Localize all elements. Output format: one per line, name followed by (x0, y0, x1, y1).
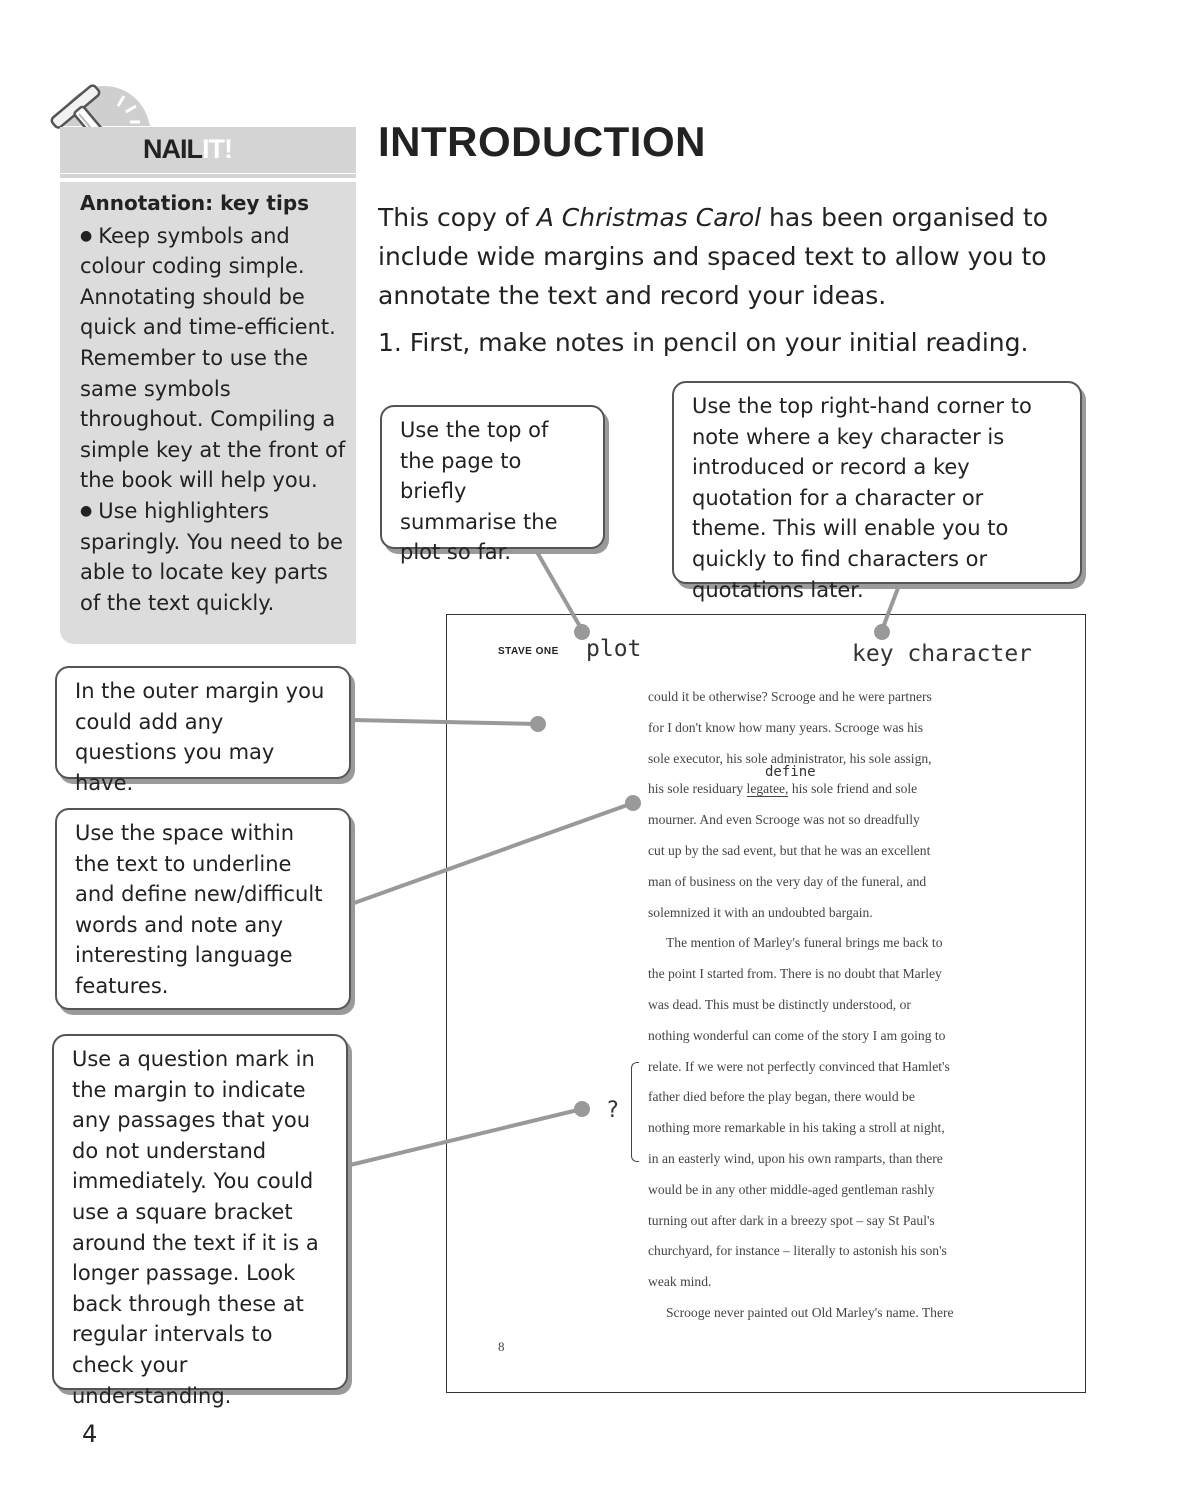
connector-dot-within-text (625, 795, 641, 811)
handwritten-question-mark: ? (606, 1098, 620, 1123)
key-tip-1-text: Keep symbols and colour coding simple. Annotating should be quick and time-efficient. Remember to use the same symbols throughout. Compiling a simple key at the front of the book will help you. (80, 223, 346, 493)
bullet-icon: ● (80, 227, 93, 244)
badge-word-dark: NAIL (143, 134, 202, 164)
body-line: could it be otherwise? Scrooge and he were partners (648, 689, 932, 704)
body-line: was dead. This must be distinctly understood, or (648, 996, 911, 1012)
body-line: for I don't know how many years. Scrooge was his (648, 719, 924, 735)
body-line: Scrooge never painted out Old Marley's name. There (666, 1304, 954, 1320)
body-line: churchyard, for instance – literally to astonish his son's (648, 1243, 947, 1259)
callout-question-mark-text: Use a question mark in the margin to indicate any passages that you do not understand immediately. You could use a square bracket around the text if it is a longer passage. Look back through these at regular intervals to check your understanding. (72, 1047, 319, 1408)
body-line-segment: his sole friend and sole (788, 781, 918, 797)
connector-dot-key-character (874, 624, 890, 640)
body-line: the point I started from. There is no doubt that Marley (648, 966, 942, 982)
callout-top-of-page-text: Use the top of the page to briefly summarise the plot so far. (400, 418, 558, 565)
connector-dot-question (574, 1101, 590, 1117)
body-line: father died before the play began, there would be (648, 1089, 915, 1105)
body-line: man of business on the very day of the funeral, and (648, 873, 927, 889)
stave-label: STAVE ONE (498, 646, 559, 657)
bullet-icon: ● (80, 502, 93, 519)
body-line: solemnized it with an undoubted bargain. (648, 904, 873, 920)
page-title: INTRODUCTION (378, 118, 706, 165)
callout-within-text-text: Use the space within the text to underline and define new/difficult words and note any interesting language features. (75, 821, 323, 998)
badge-word-light: IT! (202, 134, 232, 164)
handwritten-define-note: define (765, 764, 816, 780)
book-title: A Christmas Carol (536, 203, 762, 232)
callout-top-right-text: Use the top right-hand corner to note where a key character is introduced or record a key quotation for a character or theme. This will enable you to quickly to find characters or quotations later. (692, 394, 1032, 602)
footer-page-number: 4 (82, 1420, 98, 1448)
intro-text-before: This copy of (378, 203, 537, 232)
step-one: 1. First, make notes in pencil on your initial reading. (378, 328, 1029, 357)
callout-outer-margin-text: In the outer margin you could add any questions you may have. (75, 679, 325, 795)
body-line: turning out after dark in a breezy spot – say St Paul's (648, 1212, 935, 1228)
handwritten-plot-note: plot (586, 636, 642, 662)
key-tips-heading: Annotation: key tips (80, 191, 310, 215)
connector-dot-plot (574, 624, 590, 640)
underlined-word: legatee, (746, 781, 789, 797)
body-line: in an easterly wind, upon his own ramparts, than there (648, 1150, 943, 1166)
body-line: cut up by the sad event, but that he was an excellent (648, 842, 931, 858)
connector-dot-outer-margin (530, 716, 546, 732)
body-line: weak mind. (648, 1274, 712, 1290)
body-line: The mention of Marley's funeral brings me back to (666, 935, 943, 951)
body-line-segment: his sole residuary (648, 781, 747, 797)
body-line: nothing wonderful can come of the story I am going to (648, 1027, 946, 1043)
body-line: nothing more remarkable in his taking a stroll at night, (648, 1120, 945, 1136)
body-line: mourner. And even Scrooge was not so dreadfully (648, 812, 920, 828)
key-tip-2-text: Use highlighters sparingly. You need to be able to locate key parts of the text quickly. (80, 498, 343, 615)
sample-page-number: 8 (498, 1339, 505, 1354)
body-line: would be in any other middle-aged gentleman rashly (648, 1181, 935, 1197)
intro-text-after: has been organised to include wide margins and spaced text to allow you to annotate the text and record your ideas. (378, 203, 1049, 310)
handwritten-key-character-note: key character (852, 641, 1033, 667)
body-line: relate. If we were not perfectly convinced that Hamlet's (648, 1058, 950, 1074)
body-line: sole executor, his sole administrator, his sole assign, (648, 750, 932, 766)
